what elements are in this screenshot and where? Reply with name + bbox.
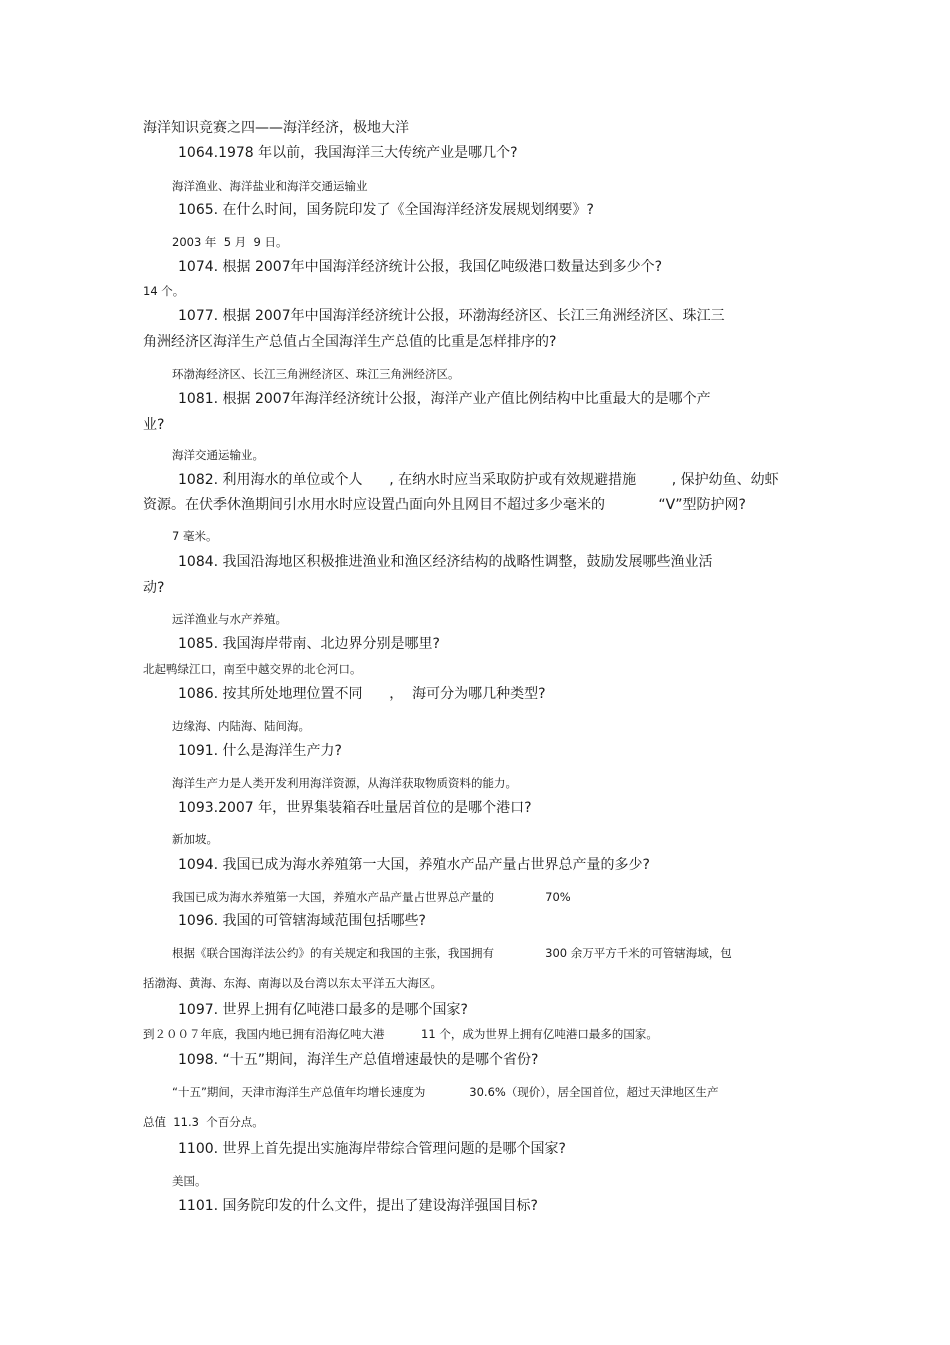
answer-1094: 我国已成为海水养殖第一大国，养殖水产品产量占世界总产量的 70% <box>172 890 571 904</box>
question-1098: 1098. “十五”期间，海洋生产总值增速最快的是哪个省份? <box>178 1052 539 1068</box>
answer-1064: 海洋渔业、海洋盐业和海洋交通运输业 <box>172 179 368 193</box>
answer-1091: 海洋生产力是人类开发利用海洋资源，从海洋获取物质资料的能力。 <box>172 776 517 790</box>
question-1065: 1065. 在什么时间，国务院印发了《全国海洋经济发展规划纲要》? <box>178 202 594 218</box>
answer-1100: 美国。 <box>172 1174 207 1188</box>
answer-1096-line1: 根据《联合国海洋法公约》的有关规定和我国的主张，我国拥有 300 余万平方千米的可管辖海域，包 <box>172 946 732 960</box>
question-1081-line1: 1081. 根据 2007年海洋经济统计公报，海洋产业产值比例结构中比重最大的是哪个产 <box>178 391 711 407</box>
question-1082-line1: 1082. 利用海水的单位或个人 , 在纳水时应当采取防护或有效规避措施 , 保护幼鱼、幼虾 <box>178 472 779 488</box>
answer-1097: 到２００７年底，我国内地已拥有沿海亿吨大港 11 个，成为世界上拥有亿吨港口最多的国家。 <box>143 1027 658 1041</box>
question-1084-line2: 动? <box>143 580 165 596</box>
question-1085: 1085. 我国海岸带南、北边界分别是哪里? <box>178 636 440 652</box>
question-1082-line2: 资源。在伏季休渔期间引水用水时应设置凸面向外且网目不超过多少毫米的 “V”型防护网? <box>143 497 746 513</box>
question-1077-line2: 角洲经济区海洋生产总值占全国海洋生产总值的比重是怎样排序的? <box>143 334 557 350</box>
question-1100: 1100. 世界上首先提出实施海岸带综合管理问题的是哪个国家? <box>178 1141 566 1157</box>
question-1077-line1: 1077. 根据 2007年中国海洋经济统计公报，环渤海经济区、长江三角洲经济区、珠江三 <box>178 308 725 324</box>
question-1094: 1094. 我国已成为海水养殖第一大国，养殖水产品产量占世界总产量的多少? <box>178 857 650 873</box>
answer-1085: 北起鸭绿江口，南至中越交界的北仑河口。 <box>143 662 362 676</box>
question-1084-line1: 1084. 我国沿海地区积极推进渔业和渔区经济结构的战略性调整，鼓励发展哪些渔业活 <box>178 554 713 570</box>
answer-1084: 远洋渔业与水产养殖。 <box>172 612 287 626</box>
answer-1077: 环渤海经济区、长江三角洲经济区、珠江三角洲经济区。 <box>172 367 460 381</box>
answer-1086: 边缘海、内陆海、陆间海。 <box>172 719 310 733</box>
answer-1098-line1: “十五”期间，天津市海洋生产总值年均增长速度为 30.6%（现价），居全国首位，超过天津地区生产 <box>172 1085 719 1099</box>
answer-1096-line2: 括渤海、黄海、东海、南海以及台湾以东太平洋五大海区。 <box>143 976 442 990</box>
question-1081-line2: 业? <box>143 417 165 433</box>
question-1074: 1074. 根据 2007年中国海洋经济统计公报，我国亿吨级港口数量达到多少个? <box>178 259 663 275</box>
answer-1082: 7 毫米。 <box>172 529 218 543</box>
answer-1065: 2003 年 5 月 9 日。 <box>172 235 288 249</box>
question-1091: 1091. 什么是海洋生产力? <box>178 743 342 759</box>
question-1101: 1101. 国务院印发的什么文件，提出了建设海洋强国目标? <box>178 1198 538 1214</box>
answer-1081: 海洋交通运输业。 <box>172 448 264 462</box>
question-1096: 1096. 我国的可管辖海域范围包括哪些? <box>178 913 426 929</box>
question-1093: 1093.2007 年，世界集装箱吞吐量居首位的是哪个港口? <box>178 800 532 816</box>
page-title: 海洋知识竞赛之四——海洋经济，极地大洋 <box>143 120 409 136</box>
answer-1074: 14 个。 <box>143 284 185 298</box>
answer-1093: 新加坡。 <box>172 832 218 846</box>
answer-1098-line2: 总值 11.3 个百分点。 <box>143 1115 264 1129</box>
question-1086: 1086. 按其所处地理位置不同 ， 海可分为哪几种类型? <box>178 686 546 702</box>
question-1064: 1064.1978 年以前，我国海洋三大传统产业是哪几个? <box>178 145 518 161</box>
question-1097: 1097. 世界上拥有亿吨港口最多的是哪个国家? <box>178 1002 468 1018</box>
